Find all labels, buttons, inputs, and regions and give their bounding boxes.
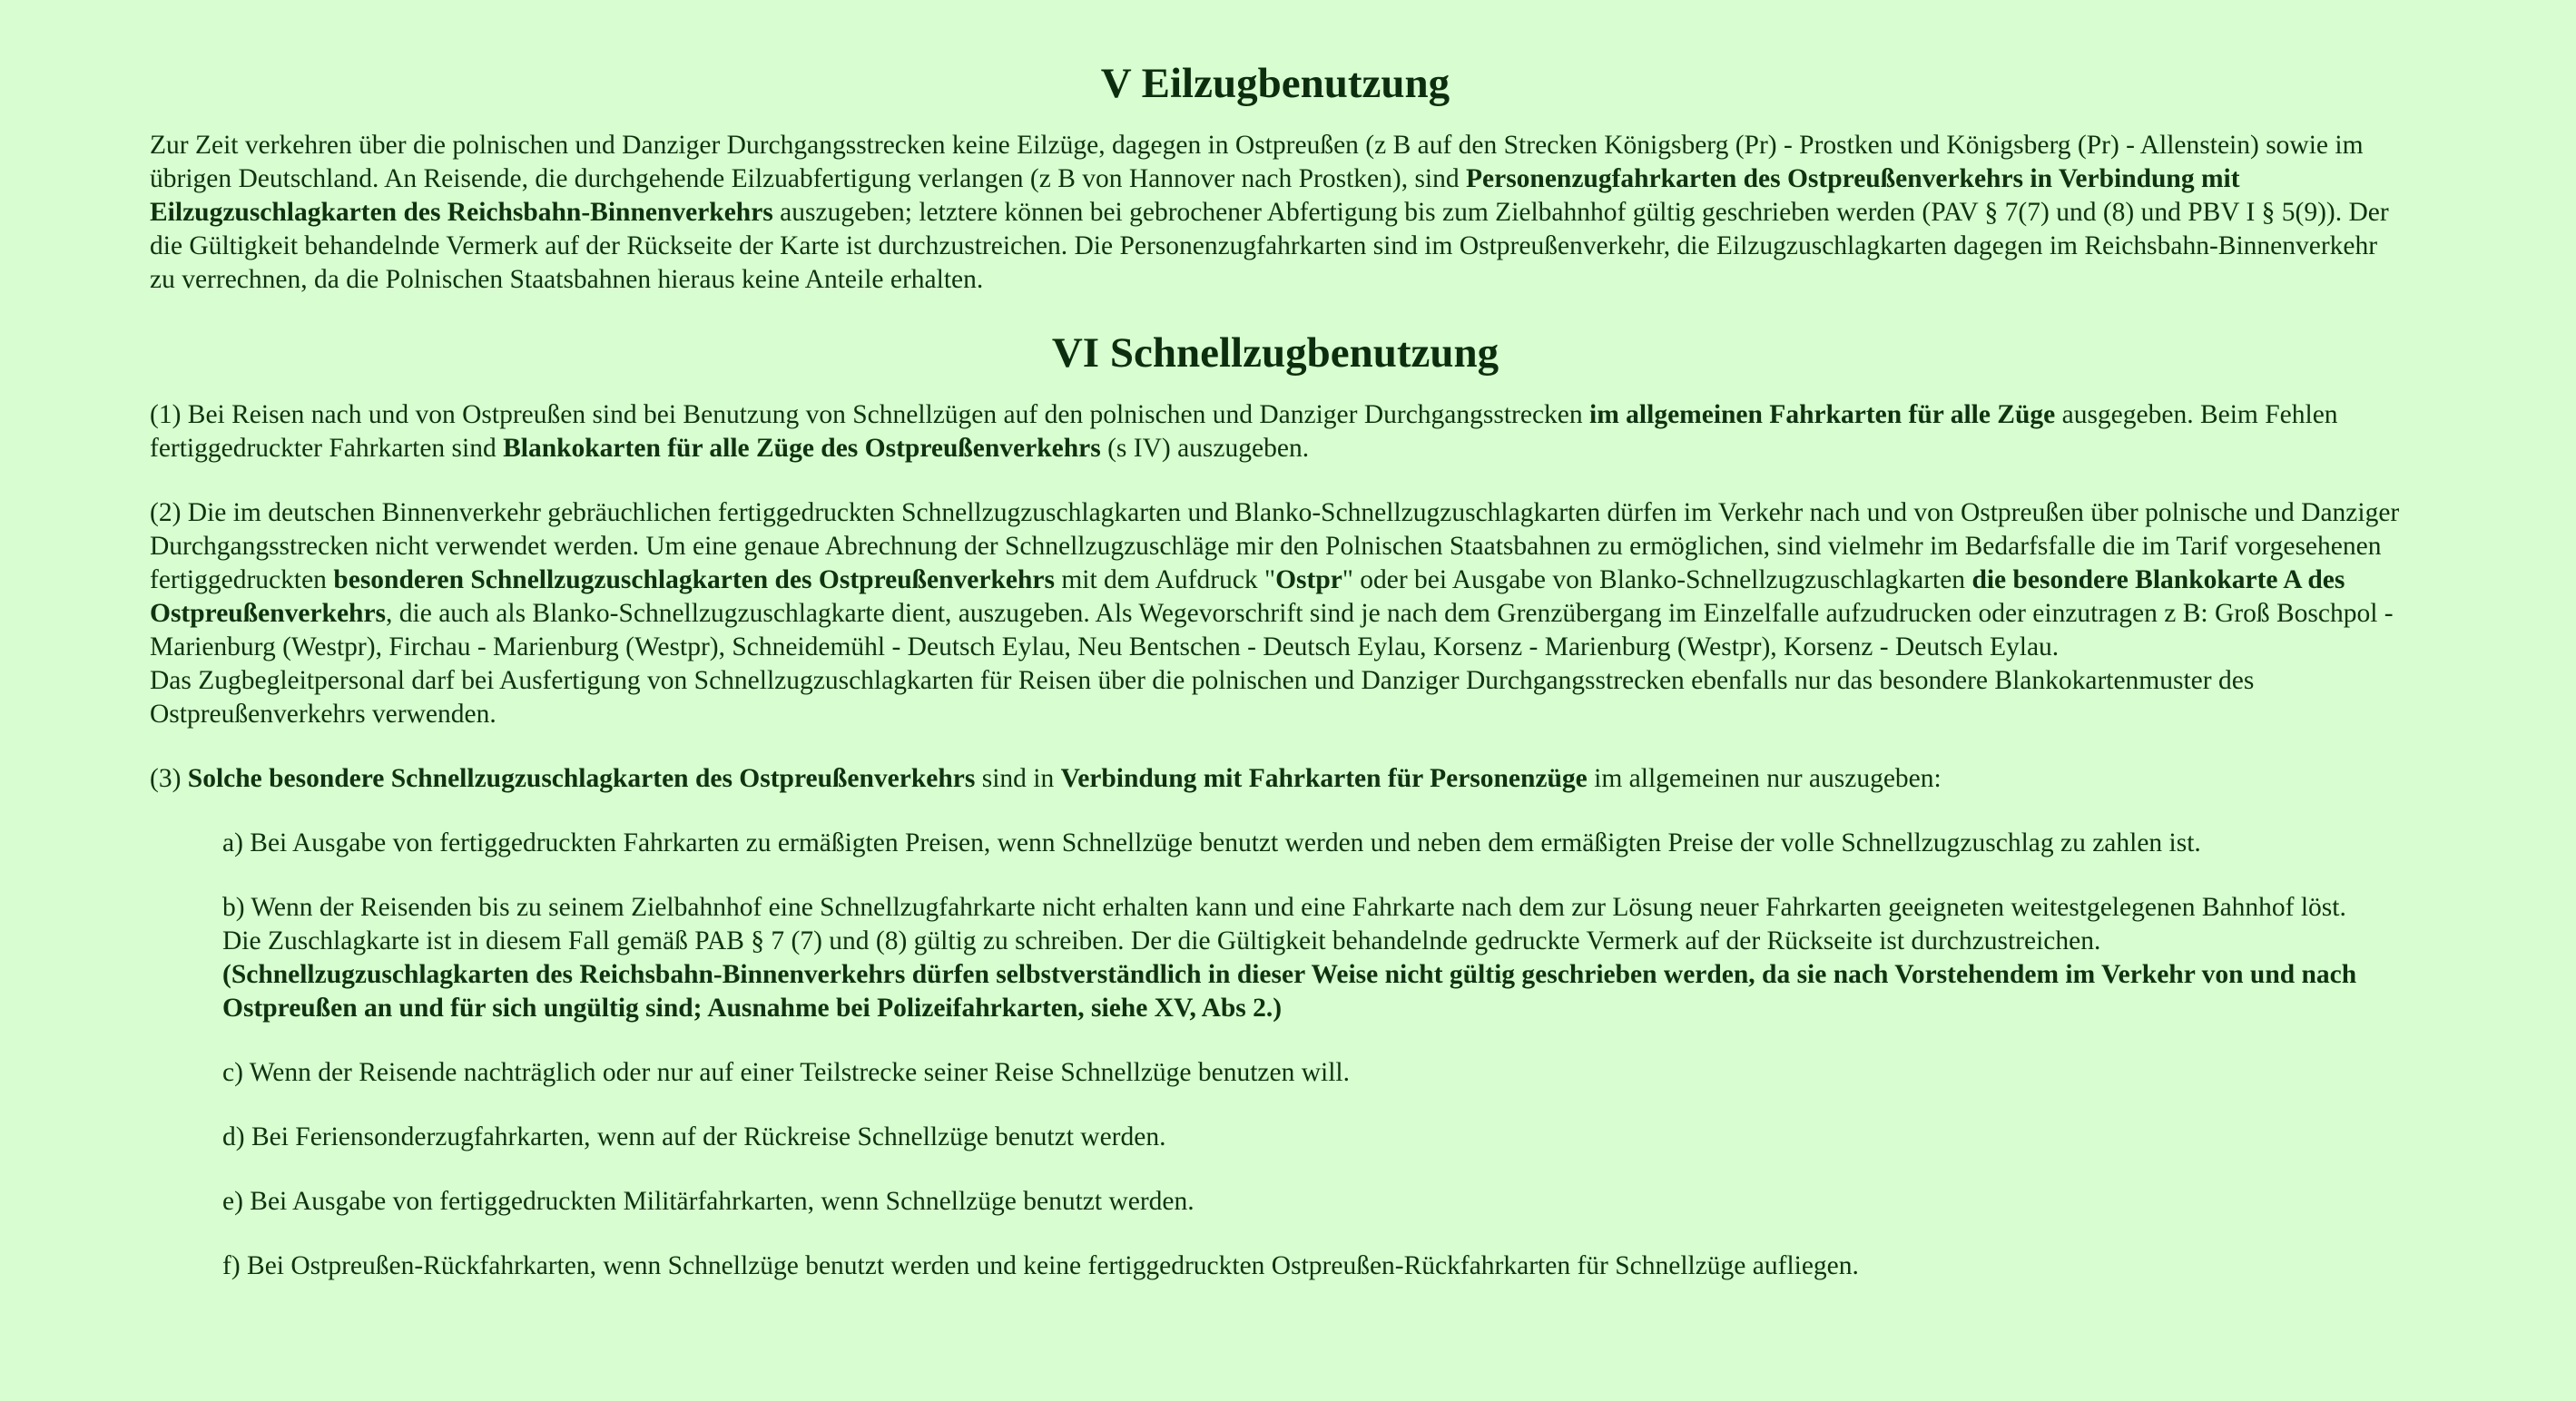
bold-span: Personenzugfahrkarten des Ostpreußenverkehrs in Verbindung mit Eilzugzuschlagkarten des Reichsbahn-Binnenverkehrs <box>150 164 2240 227</box>
schnellzug-paragraph-3 <box>150 762 2401 796</box>
text-span: , die auch als Blanko-Schnellzugzuschlagkarte dient, auszugeben. Als Wegevorschrift sind je nach dem Grenzübergang im Einzelfalle aufzudrucken oder einzutragen z B: Groß Boschpol - Marienburg (Westpr), Firchau - Marienburg (Westpr), Schneidemühl - Deutsch Eylau, Neu Bentschen - Deutsch Eylau, Korsenz - Marienburg (Westpr), Korsenz - Deutsch Eylau. <box>150 599 2394 661</box>
list-item-c: c) Wenn der Reisende nachträglich oder nur auf einer Teilstrecke seiner Reise Schnellzüge benutzen will. <box>222 1058 1350 1087</box>
text-span: (2) Die im deutschen Binnenverkehr gebräuchlichen fertiggedruckten Schnellzugzuschlagkarten und Blanko-Schnellzugzuschlagkarten dürfen im Verkehr nach und von Ostpreußen über polnische und Danziger Durchgangsstrecken nicht verwendet werden. Um eine genaue Abrechnung der Schnellzugzuschläge mir den Polnischen Staatsbahnen zu ermöglichen, sind vielmehr im Bedarfsfalle die im Tarif vorgesehenen fertiggedruckten <box>150 498 2400 594</box>
bold-span: im allgemeinen Fahrkarten für alle Züge <box>1589 400 2056 429</box>
list-item-e: e) Bei Ausgabe von fertiggedruckten Militärfahrkarten, wenn Schnellzüge benutzt werden. <box>222 1187 1195 1216</box>
schnellzug-paragraph-1 <box>150 398 2401 465</box>
list-item-d: d) Bei Feriensonderzugfahrkarten, wenn auf der Rückreise Schnellzüge benutzt werden. <box>222 1122 1166 1151</box>
bold-span: (Schnellzugzuschlagkarten des Reichsbahn-Binnenverkehrs dürfen selbstverständlich in dieser Weise nicht gültig geschrieben werden, da sie nach Vorstehendem im Verkehr von und nach Ostpreußen an und für sich ungültig sind; Ausnahme bei Polizeifahrkarten, siehe XV, Abs 2.) <box>222 960 2357 1023</box>
text-span: mit dem Aufdruck " <box>1054 565 1276 594</box>
bold-span: die besondere Blankokarte A des Ostpreußenverkehrs <box>150 565 2345 628</box>
text-span: im allgemeinen nur auszugeben: <box>1587 764 1942 793</box>
eilzug-paragraph <box>150 129 2401 297</box>
bold-span: besonderen Schnellzugzuschlagkarten des Ostpreußenverkehrs <box>333 565 1055 594</box>
text-span: Zur Zeit verkehren über die polnischen und Danziger Durchgangsstrecken keine Eilzüge, dagegen in Ostpreußen (z B auf den Strecken Königsberg (Pr) - Prostken und Königsberg (Pr) - Allenstein) sowie im übrigen Deutschland. An Reisende, die durchgehende Eilzuabfertigung verlangen (z B von Hannover nach Prostken), sind <box>150 131 2364 193</box>
bold-span: Ostpr <box>1275 565 1342 594</box>
text-span: sind in <box>975 764 1061 793</box>
text-span: (3) <box>150 764 188 793</box>
text-span: (1) Bei Reisen nach und von Ostpreußen sind bei Benutzung von Schnellzügen auf den polnischen und Danziger Durchgangsstrecken <box>150 400 1590 429</box>
bold-span: Solche besondere Schnellzugzuschlagkarten des Ostpreußenverkehrs <box>187 764 976 793</box>
section-title-schnellzug: VI Schnellzugbenutzung <box>1051 329 1499 377</box>
list-item-b <box>222 891 2383 1025</box>
schnellzug-paragraph-2-note: Das Zugbegleitpersonal darf bei Ausfertigung von Schnellzugzuschlagkarten für Reisen über die polnischen und Danziger Durchgangsstrecken ebenfalls nur das besondere Blankokartenmuster des Ostpreußenverkehrs verwenden. <box>150 666 2255 729</box>
section-title-eilzug: V Eilzugbenutzung <box>1100 60 1450 107</box>
text-span: auszugeben; letztere können bei gebrochener Abfertigung bis zum Zielbahnhof gültig geschrieben werden (PAV § 7(7) und (8) und PBV I § 5(9)). Der die Gültigkeit behandelnde Vermerk auf der Rückseite der Karte ist durchzustreichen. Die Personenzugfahrkarten sind im Ostpreußenverkehr, die Eilzugzuschlagkarten dagegen im Reichsbahn-Binnenverkehr zu verrechnen, da die Polnischen Staatsbahnen hieraus keine Anteile erhalten. <box>150 198 2389 294</box>
text-span: (s IV) auszugeben. <box>1100 434 1310 463</box>
schnellzug-paragraph-2 <box>150 496 2401 664</box>
text-span: b) Wenn der Reisenden bis zu seinem Zielbahnhof eine Schnellzugfahrkarte nicht erhalten kann und eine Fahrkarte nach dem zur Lösung neuer Fahrkarten geeigneten weitestgelegenen Bahnhof löst. Die Zuschlagkarte ist in diesem Fall gemäß PAB § 7 (7) und (8) gültig zu schreiben. Der die Gültigkeit behandelnde gedruckte Vermerk auf der Rückseite ist durchzustreichen. <box>222 893 2346 955</box>
text-span: ausgegeben. Beim Fehlen fertiggedruckter Fahrkarten sind <box>150 400 2338 463</box>
text-span: " oder bei Ausgabe von Blanko-Schnellzugzuschlagkarten <box>1342 565 1972 594</box>
list-item-a: a) Bei Ausgabe von fertiggedruckten Fahrkarten zu ermäßigten Preisen, wenn Schnellzüge benutzt werden und neben dem ermäßigten Preise der volle Schnellzugzuschlag zu zahlen ist. <box>222 828 2201 857</box>
bold-span: Blankokarten für alle Züge des Ostpreußenverkehrs <box>503 434 1101 463</box>
list-item-f: f) Bei Ostpreußen-Rückfahrkarten, wenn Schnellzüge benutzt werden und keine fertiggedruckten Ostpreußen-Rückfahrkarten für Schnellzüge aufliegen. <box>222 1251 1859 1280</box>
bold-span: Verbindung mit Fahrkarten für Personenzüge <box>1060 764 1588 793</box>
